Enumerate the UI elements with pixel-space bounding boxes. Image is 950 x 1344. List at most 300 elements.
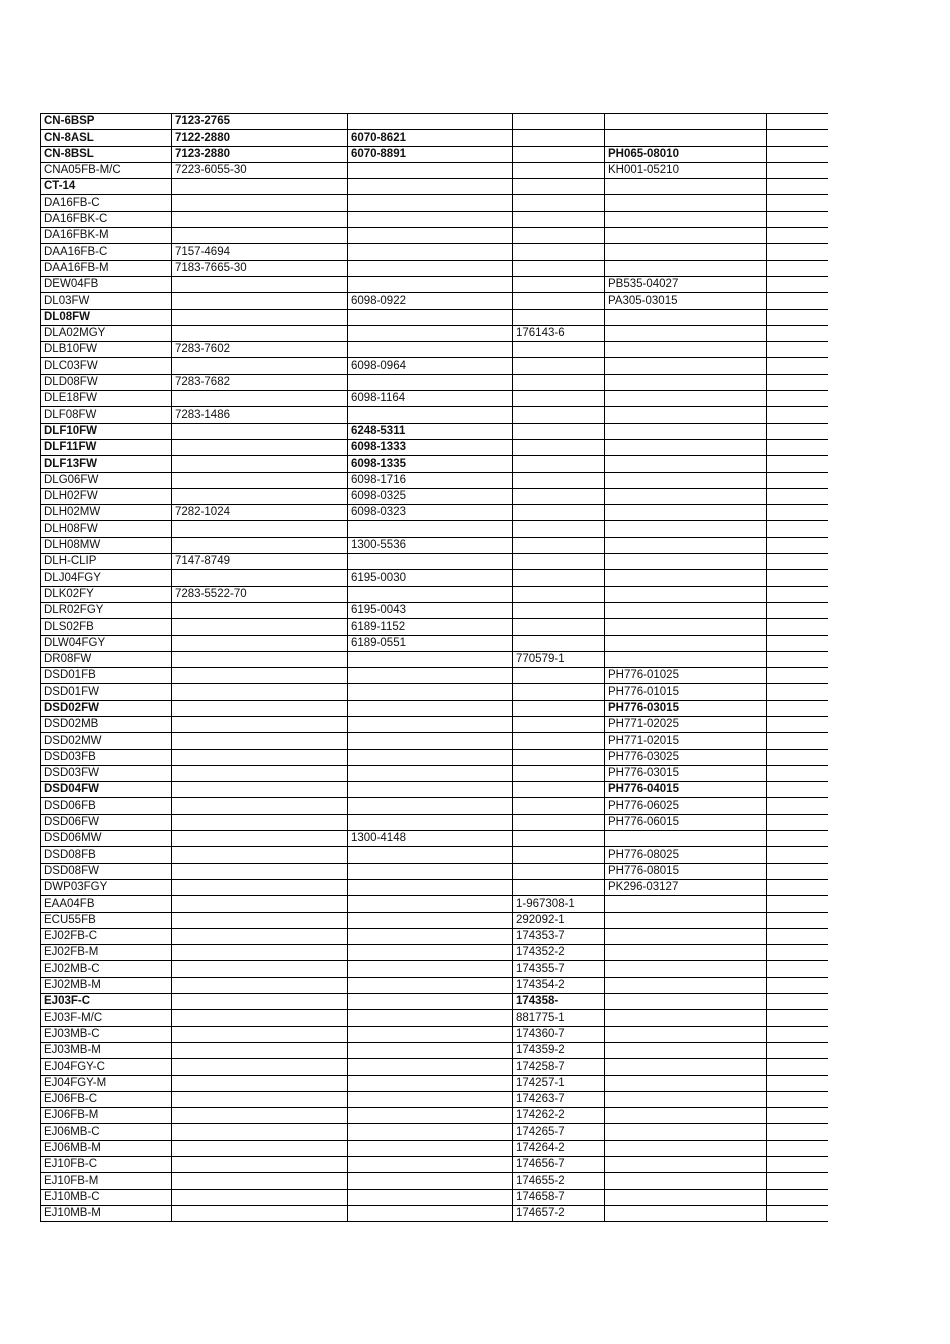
ref-d-cell: PH776-01025 (605, 668, 767, 684)
ref-c-cell (513, 358, 605, 374)
ref-a-cell (172, 847, 348, 863)
ref-e-cell (767, 358, 828, 374)
ref-e-cell (767, 505, 828, 521)
ref-d-cell (605, 260, 767, 276)
ref-c-cell (513, 863, 605, 879)
table-row (41, 1026, 828, 1042)
table-row (41, 130, 828, 146)
ref-e-cell (767, 554, 828, 570)
ref-a-cell (172, 228, 348, 244)
ref-e-cell (767, 309, 828, 325)
ref-a-cell (172, 1157, 348, 1173)
ref-e-cell (767, 537, 828, 553)
ref-e-cell (767, 635, 828, 651)
ref-d-cell (605, 407, 767, 423)
ref-d-cell (605, 912, 767, 928)
table-row (41, 260, 828, 276)
ref-c-cell (513, 668, 605, 684)
ref-a-cell: 7157-4694 (172, 244, 348, 260)
part-number-cell: EJ02MB-C (41, 961, 172, 977)
ref-c-cell (513, 293, 605, 309)
ref-c-cell (513, 635, 605, 651)
ref-e-cell (767, 749, 828, 765)
ref-a-cell (172, 765, 348, 781)
ref-b-cell (348, 195, 513, 211)
part-number-cell: DLW04FGY (41, 635, 172, 651)
ref-d-cell (605, 211, 767, 227)
part-number-cell: DWP03FGY (41, 879, 172, 895)
ref-b-cell (348, 1189, 513, 1205)
ref-a-cell (172, 521, 348, 537)
ref-b-cell (348, 798, 513, 814)
ref-a-cell: 7223-6055-30 (172, 162, 348, 178)
ref-e-cell (767, 472, 828, 488)
table-row (41, 994, 828, 1010)
ref-e-cell (767, 814, 828, 830)
ref-e-cell (767, 1173, 828, 1189)
ref-b-cell (348, 374, 513, 390)
ref-b-cell (348, 554, 513, 570)
ref-d-cell (605, 244, 767, 260)
ref-b-cell: 6098-0323 (348, 505, 513, 521)
ref-c-cell (513, 423, 605, 439)
ref-a-cell (172, 1108, 348, 1124)
ref-d-cell: PB535-04027 (605, 276, 767, 292)
ref-d-cell (605, 928, 767, 944)
ref-e-cell (767, 276, 828, 292)
ref-c-cell: 174263-7 (513, 1091, 605, 1107)
table-row (41, 407, 828, 423)
table-row (41, 602, 828, 618)
ref-d-cell (605, 1108, 767, 1124)
table-row (41, 439, 828, 455)
ref-e-cell (767, 831, 828, 847)
ref-a-cell: 7183-7665-30 (172, 260, 348, 276)
ref-a-cell (172, 1205, 348, 1221)
ref-b-cell (348, 114, 513, 130)
part-number-cell: EJ03MB-C (41, 1026, 172, 1042)
ref-e-cell (767, 342, 828, 358)
ref-d-cell (605, 1042, 767, 1058)
table-row (41, 570, 828, 586)
part-number-cell: DSD06FB (41, 798, 172, 814)
ref-c-cell (513, 831, 605, 847)
table-row (41, 651, 828, 667)
ref-c-cell (513, 472, 605, 488)
table-row (41, 716, 828, 732)
ref-b-cell: 6098-1335 (348, 456, 513, 472)
ref-c-cell (513, 342, 605, 358)
table-row (41, 374, 828, 390)
ref-a-cell (172, 831, 348, 847)
ref-b-cell (348, 1059, 513, 1075)
ref-c-cell (513, 521, 605, 537)
ref-d-cell (605, 130, 767, 146)
ref-a-cell (172, 994, 348, 1010)
table-row (41, 1091, 828, 1107)
part-number-cell: DR08FW (41, 651, 172, 667)
table-row (41, 798, 828, 814)
ref-d-cell: PH776-03015 (605, 700, 767, 716)
table-row (41, 733, 828, 749)
ref-e-cell (767, 782, 828, 798)
ref-b-cell (348, 162, 513, 178)
ref-c-cell: 174355-7 (513, 961, 605, 977)
ref-a-cell (172, 602, 348, 618)
ref-d-cell (605, 994, 767, 1010)
ref-a-cell (172, 961, 348, 977)
table-row (41, 114, 828, 130)
table-row (41, 749, 828, 765)
ref-a-cell (172, 325, 348, 341)
table-row (41, 537, 828, 553)
ref-e-cell (767, 945, 828, 961)
ref-c-cell (513, 602, 605, 618)
ref-b-cell (348, 961, 513, 977)
part-number-cell: CN-8BSL (41, 146, 172, 162)
ref-d-cell (605, 1189, 767, 1205)
ref-a-cell (172, 1059, 348, 1075)
ref-c-cell: 174353-7 (513, 928, 605, 944)
part-number-cell: ECU55FB (41, 912, 172, 928)
ref-d-cell (605, 554, 767, 570)
ref-a-cell (172, 1026, 348, 1042)
ref-a-cell (172, 912, 348, 928)
ref-a-cell (172, 293, 348, 309)
table-row (41, 293, 828, 309)
ref-d-cell: PK296-03127 (605, 879, 767, 895)
ref-b-cell (348, 309, 513, 325)
ref-d-cell (605, 977, 767, 993)
ref-e-cell (767, 912, 828, 928)
ref-d-cell: PH776-06015 (605, 814, 767, 830)
ref-e-cell (767, 651, 828, 667)
part-number-cell: DAA16FB-C (41, 244, 172, 260)
part-number-cell: EJ10MB-M (41, 1205, 172, 1221)
ref-c-cell: 174258-7 (513, 1059, 605, 1075)
ref-c-cell: 174360-7 (513, 1026, 605, 1042)
ref-b-cell: 6070-8621 (348, 130, 513, 146)
ref-a-cell (172, 668, 348, 684)
ref-e-cell (767, 228, 828, 244)
ref-d-cell (605, 374, 767, 390)
ref-a-cell (172, 456, 348, 472)
ref-a-cell (172, 945, 348, 961)
ref-b-cell (348, 896, 513, 912)
ref-d-cell: PH771-02025 (605, 716, 767, 732)
part-number-cell: DSD03FB (41, 749, 172, 765)
part-number-cell: DSD06FW (41, 814, 172, 830)
ref-e-cell (767, 733, 828, 749)
ref-d-cell (605, 423, 767, 439)
part-number-cell: CN-8ASL (41, 130, 172, 146)
ref-e-cell (767, 928, 828, 944)
ref-b-cell (348, 945, 513, 961)
ref-e-cell (767, 798, 828, 814)
ref-a-cell (172, 488, 348, 504)
table-row (41, 1108, 828, 1124)
ref-a-cell (172, 798, 348, 814)
part-number-cell: DLH02FW (41, 488, 172, 504)
ref-a-cell (172, 733, 348, 749)
ref-e-cell (767, 619, 828, 635)
ref-c-cell: 174358- (513, 994, 605, 1010)
ref-e-cell (767, 1205, 828, 1221)
table-row (41, 1042, 828, 1058)
ref-d-cell (605, 635, 767, 651)
part-number-cell: DL03FW (41, 293, 172, 309)
ref-a-cell: 7283-7602 (172, 342, 348, 358)
ref-d-cell (605, 570, 767, 586)
ref-d-cell (605, 586, 767, 602)
ref-d-cell (605, 195, 767, 211)
ref-b-cell (348, 211, 513, 227)
ref-d-cell (605, 1075, 767, 1091)
ref-b-cell (348, 1140, 513, 1156)
table-row (41, 423, 828, 439)
ref-d-cell (605, 1124, 767, 1140)
ref-a-cell (172, 814, 348, 830)
table-row (41, 1124, 828, 1140)
table-row (41, 1075, 828, 1091)
ref-d-cell (605, 391, 767, 407)
table-row (41, 1140, 828, 1156)
ref-b-cell (348, 684, 513, 700)
ref-b-cell (348, 668, 513, 684)
ref-a-cell (172, 863, 348, 879)
ref-a-cell (172, 439, 348, 455)
part-number-cell: EAA04FB (41, 896, 172, 912)
ref-d-cell (605, 961, 767, 977)
ref-e-cell (767, 700, 828, 716)
table-row (41, 977, 828, 993)
table-row (41, 700, 828, 716)
part-number-cell: EJ02FB-C (41, 928, 172, 944)
ref-b-cell (348, 1205, 513, 1221)
ref-a-cell (172, 1140, 348, 1156)
ref-b-cell (348, 749, 513, 765)
table-row (41, 228, 828, 244)
table-row (41, 358, 828, 374)
ref-e-cell (767, 977, 828, 993)
ref-d-cell (605, 619, 767, 635)
ref-d-cell: PH771-02015 (605, 733, 767, 749)
ref-c-cell (513, 586, 605, 602)
ref-b-cell (348, 1173, 513, 1189)
ref-b-cell (348, 912, 513, 928)
table-row (41, 961, 828, 977)
ref-e-cell (767, 211, 828, 227)
ref-c-cell (513, 537, 605, 553)
ref-a-cell (172, 423, 348, 439)
ref-c-cell (513, 749, 605, 765)
part-number-cell: DLJ04FGY (41, 570, 172, 586)
part-number-cell: DSD04FW (41, 782, 172, 798)
ref-c-cell (513, 228, 605, 244)
table-row (41, 342, 828, 358)
part-number-cell: DLF13FW (41, 456, 172, 472)
table-row (41, 1059, 828, 1075)
part-number-cell: EJ06FB-M (41, 1108, 172, 1124)
ref-c-cell: 176143-6 (513, 325, 605, 341)
ref-b-cell: 1300-4148 (348, 831, 513, 847)
ref-a-cell: 7282-1024 (172, 505, 348, 521)
ref-e-cell (767, 684, 828, 700)
ref-e-cell (767, 488, 828, 504)
ref-a-cell (172, 179, 348, 195)
ref-b-cell (348, 1010, 513, 1026)
part-number-cell: DSD02MW (41, 733, 172, 749)
ref-a-cell (172, 472, 348, 488)
ref-d-cell (605, 488, 767, 504)
ref-a-cell (172, 276, 348, 292)
table-row (41, 912, 828, 928)
ref-c-cell (513, 374, 605, 390)
ref-d-cell: PH776-06025 (605, 798, 767, 814)
ref-d-cell (605, 1010, 767, 1026)
ref-a-cell (172, 1075, 348, 1091)
ref-b-cell (348, 244, 513, 260)
part-number-cell: DSD02FW (41, 700, 172, 716)
ref-d-cell (605, 1173, 767, 1189)
ref-d-cell (605, 602, 767, 618)
ref-b-cell (348, 586, 513, 602)
part-number-cell: CT-14 (41, 179, 172, 195)
ref-e-cell (767, 325, 828, 341)
ref-e-cell (767, 1059, 828, 1075)
part-number-cell: DA16FBK-M (41, 228, 172, 244)
ref-a-cell (172, 1091, 348, 1107)
table-row (41, 505, 828, 521)
ref-c-cell (513, 146, 605, 162)
part-number-cell: EJ06MB-M (41, 1140, 172, 1156)
ref-a-cell (172, 749, 348, 765)
ref-d-cell: KH001-05210 (605, 162, 767, 178)
table-row (41, 162, 828, 178)
ref-d-cell (605, 358, 767, 374)
ref-b-cell (348, 733, 513, 749)
table-row (41, 1173, 828, 1189)
ref-c-cell: 292092-1 (513, 912, 605, 928)
part-number-cell: EJ02MB-M (41, 977, 172, 993)
part-number-cell: DLA02MGY (41, 325, 172, 341)
ref-a-cell (172, 1124, 348, 1140)
ref-c-cell (513, 733, 605, 749)
ref-b-cell: 6098-1716 (348, 472, 513, 488)
ref-c-cell: 174257-1 (513, 1075, 605, 1091)
ref-e-cell (767, 195, 828, 211)
ref-e-cell (767, 1042, 828, 1058)
ref-c-cell: 174656-7 (513, 1157, 605, 1173)
part-number-cell: EJ03F-M/C (41, 1010, 172, 1026)
ref-e-cell (767, 374, 828, 390)
table-row (41, 896, 828, 912)
ref-e-cell (767, 879, 828, 895)
ref-d-cell (605, 1059, 767, 1075)
table-row (41, 554, 828, 570)
table-row (41, 668, 828, 684)
ref-d-cell (605, 456, 767, 472)
ref-a-cell (172, 879, 348, 895)
ref-c-cell (513, 276, 605, 292)
part-number-cell: DEW04FB (41, 276, 172, 292)
ref-d-cell (605, 1157, 767, 1173)
ref-a-cell: 7123-2765 (172, 114, 348, 130)
ref-e-cell (767, 260, 828, 276)
ref-c-cell (513, 505, 605, 521)
ref-c-cell (513, 782, 605, 798)
ref-c-cell (513, 570, 605, 586)
table-row (41, 1157, 828, 1173)
part-number-cell: DLH02MW (41, 505, 172, 521)
table-row (41, 472, 828, 488)
table-row (41, 586, 828, 602)
ref-c-cell (513, 700, 605, 716)
ref-a-cell: 7283-5522-70 (172, 586, 348, 602)
ref-a-cell (172, 896, 348, 912)
ref-e-cell (767, 1026, 828, 1042)
ref-b-cell (348, 1091, 513, 1107)
ref-b-cell (348, 1075, 513, 1091)
ref-c-cell (513, 684, 605, 700)
ref-e-cell (767, 716, 828, 732)
ref-b-cell (348, 1026, 513, 1042)
ref-a-cell (172, 195, 348, 211)
part-number-cell: DLH-CLIP (41, 554, 172, 570)
part-number-cell: EJ10FB-C (41, 1157, 172, 1173)
ref-a-cell (172, 537, 348, 553)
part-number-cell: DLB10FW (41, 342, 172, 358)
table-row (41, 211, 828, 227)
ref-b-cell: 6189-0551 (348, 635, 513, 651)
ref-e-cell (767, 179, 828, 195)
ref-e-cell (767, 602, 828, 618)
ref-d-cell (605, 1140, 767, 1156)
ref-b-cell (348, 994, 513, 1010)
ref-c-cell: 174658-7 (513, 1189, 605, 1205)
ref-d-cell (605, 472, 767, 488)
ref-a-cell (172, 309, 348, 325)
ref-e-cell (767, 439, 828, 455)
part-number-cell: DA16FBK-C (41, 211, 172, 227)
part-number-cell: EJ06FB-C (41, 1091, 172, 1107)
ref-c-cell (513, 195, 605, 211)
ref-e-cell (767, 114, 828, 130)
ref-d-cell (605, 439, 767, 455)
ref-a-cell (172, 716, 348, 732)
ref-e-cell (767, 1140, 828, 1156)
table-row (41, 456, 828, 472)
table-row (41, 276, 828, 292)
ref-c-cell (513, 211, 605, 227)
ref-b-cell: 6189-1152 (348, 619, 513, 635)
table-row (41, 765, 828, 781)
ref-e-cell (767, 1157, 828, 1173)
ref-b-cell (348, 407, 513, 423)
ref-b-cell (348, 782, 513, 798)
table-row (41, 782, 828, 798)
ref-c-cell (513, 847, 605, 863)
ref-b-cell: 6070-8891 (348, 146, 513, 162)
ref-e-cell (767, 391, 828, 407)
ref-b-cell (348, 847, 513, 863)
part-number-cell: DSD03FW (41, 765, 172, 781)
ref-a-cell (172, 928, 348, 944)
ref-a-cell: 7123-2880 (172, 146, 348, 162)
part-number-cell: DSD08FW (41, 863, 172, 879)
ref-a-cell (172, 619, 348, 635)
ref-e-cell (767, 130, 828, 146)
